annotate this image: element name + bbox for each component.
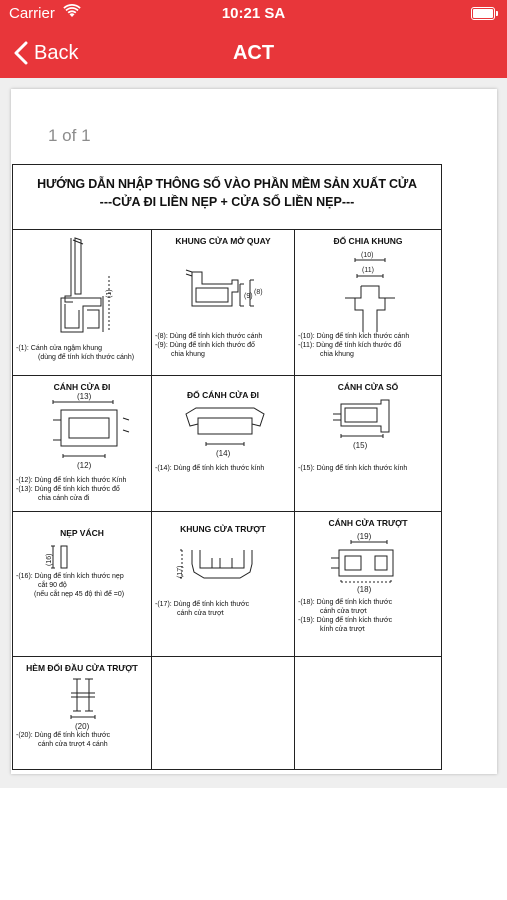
cell-casement-frame [152,230,295,376]
cell-title: ĐỐ CÁNH CỬA ĐI [187,390,259,400]
label-13: (13) [77,392,92,401]
label-12: (12) [77,461,92,470]
cell-title: HÈM ĐỐI ĐẦU CỬA TRƯỢT [26,663,138,673]
back-label: Back [34,41,79,64]
cell-title: NẸP VÁCH [60,528,104,538]
cell-title: CÁNH CỬA ĐI [53,382,111,392]
label-1: (1) [106,289,113,298]
cell-notes: -(10): Dùng để tính kích thước cánh -(11): Dùng để tính kích thước đố chia khung [298,333,410,358]
pdf-page [11,89,497,774]
label-18: (18) [357,585,372,594]
label-16: (16) [46,553,53,566]
frame-mullion-profile-drawing [325,248,411,334]
label-19: (19) [357,532,372,541]
cell-notes: -(20): Dùng để tính kích thước cánh cửa trượt 4 cánh [16,732,111,748]
document-sheet [12,164,442,770]
glazing-bead-profile-drawing [41,542,81,572]
label-17: (17) [177,565,184,578]
label-10: (10) [361,252,374,259]
cell-frame-mullion [295,230,441,376]
cell-door-sash [13,230,152,376]
door-leaf-profile-drawing [33,390,133,470]
cell-empty [295,657,441,769]
profile-grid [13,230,441,769]
pdf-viewer[interactable] [0,78,507,788]
label-15: (15) [353,441,368,450]
cell-empty [152,657,295,769]
cell-notes: -(14): Dùng để tính kích thước kính [155,465,265,472]
sliding-frame-profile-drawing [176,542,266,598]
document-subtitle: ---CỬA ĐI LIỀN NẸP + CỬA SỔ LIỀN NẸP--- [99,195,355,209]
clock: 10:21 SA [221,5,286,22]
cell-sliding-interlock [13,657,152,769]
cell-notes: -(16): Dùng để tính kích thước nẹp cắt 90 độ (nếu cắt nẹp 45 độ thì để =0) [16,573,125,598]
door-sash-profile-drawing [43,236,123,336]
page-indicator: 1 of 1 [48,126,91,145]
document-title: HƯỚNG DẪN NHẬP THÔNG SỐ VÀO PHẦN MỀM SẢN XUẤT CỬA [37,177,417,191]
cell-glazing-bead [13,512,152,657]
document-header [13,165,441,230]
label-20: (20) [75,722,90,731]
cell-notes: -(1): Cánh cửa ngậm khung (dùng để tính kích thước cánh) [16,345,135,361]
carrier-label: Carrier [9,5,55,22]
cell-notes: -(8): Dùng để tính kích thước cánh -(9): Dùng để tính kích thước đố chia khung [155,333,263,358]
door-mullion-profile-drawing [180,404,270,460]
casement-frame-profile-drawing [182,262,272,332]
cell-door-mullion [152,376,295,512]
cell-title: CÁNH CỬA SỔ [337,382,399,392]
label-8: (8) [254,289,263,296]
navigation-bar [0,30,507,78]
cell-sliding-frame [152,512,295,657]
sliding-interlock-profile-drawing [63,677,103,733]
status-bar [0,0,507,30]
cell-title: ĐỐ CHIA KHUNG [333,236,403,246]
cell-title: CÁNH CỬA TRƯỢT [328,518,408,528]
window-sash-profile-drawing [323,396,413,458]
cell-title: KHUNG CỬA MỞ QUAY [175,236,271,246]
label-11: (11) [362,267,374,274]
cell-window-sash [295,376,441,512]
cell-notes: -(15): Dùng để tính kích thước kính [298,465,408,472]
cell-sliding-sash [295,512,441,657]
bottom-area [0,788,507,900]
label-9: (9) [244,293,253,300]
label-14: (14) [216,449,231,458]
sliding-sash-profile-drawing [321,530,411,596]
cell-notes: -(17): Dùng để tính kích thước cánh cửa trượt [155,601,250,617]
page-title: ACT [232,42,275,64]
battery-icon [471,7,495,20]
cell-title: KHUNG CỬA TRƯỢT [180,524,266,534]
cell-notes: -(12): Dùng để tính kích thước Kính -(13): Dùng để tính kích thước đố chia cánh cửa đi [16,477,127,502]
cell-notes: -(18): Dùng để tính kích thước cánh cửa trượt -(19): Dùng để tính kích thước kính cửa trượt [298,599,393,633]
cell-door-leaf [13,376,152,512]
